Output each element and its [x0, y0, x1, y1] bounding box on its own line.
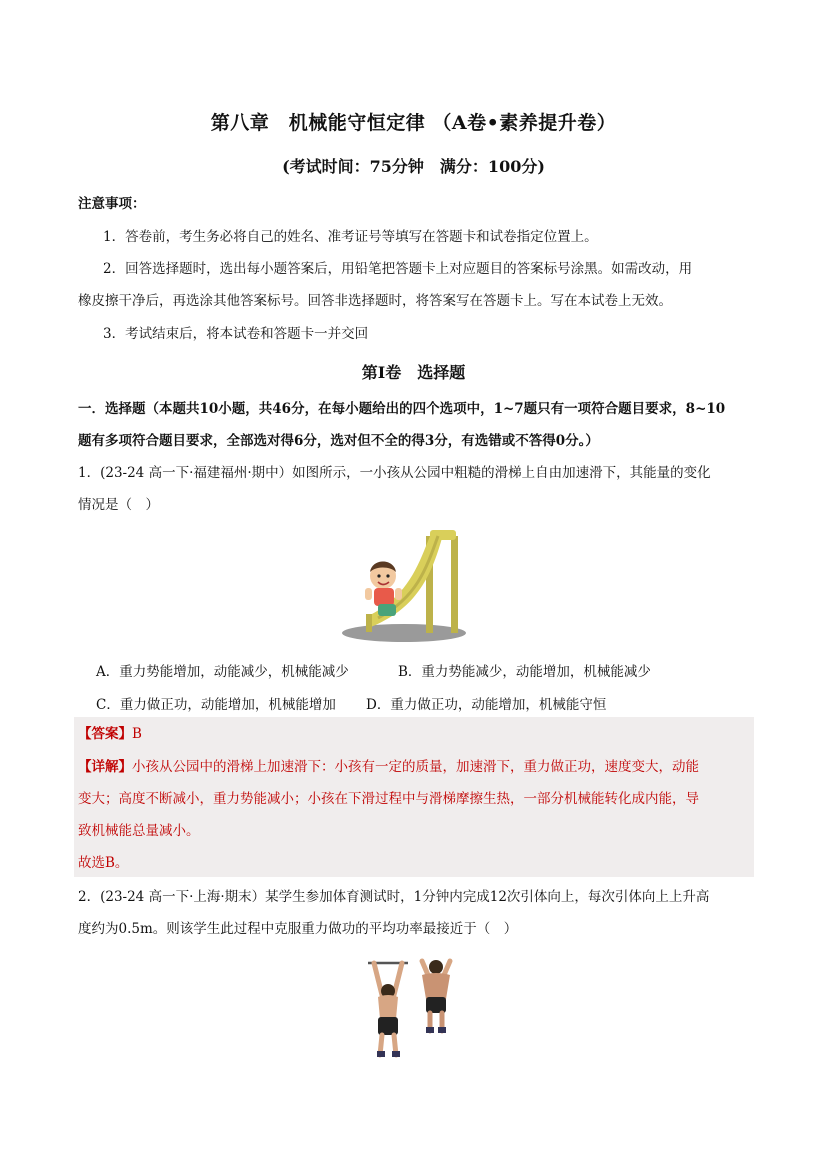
notice-item-2: 2．回答选择题时，选出每小题答案后，用铅笔把答题卡上对应题目的答案标号涂黑。如需改动，用	[103, 261, 693, 277]
q1-answer	[78, 724, 754, 744]
q1-option-d: D．重力做正功，动能增加，机械能守恒	[366, 697, 607, 713]
q2-stem-line2: 度约为0.5m。则该学生此过程中克服重力做功的平均功率最接近于（ ）	[78, 921, 518, 937]
notice-heading: 注意事项：	[78, 196, 146, 212]
q1-stem-line2: 情况是（ ）	[78, 497, 159, 513]
q1-option-a: A．重力势能增加，动能减少，机械能减少	[96, 664, 349, 680]
answer-value: B	[132, 726, 142, 742]
section-instruction-2: 题有多项符合题目要求，全部选对得6分，选对但不全的得3分，有选错或不答得0分。）	[78, 433, 599, 449]
q1-conclusion: 故选B。	[78, 855, 129, 871]
q1-option-b: B．重力势能减少，动能增加，机械能减少	[398, 664, 651, 680]
slide-illustration	[338, 526, 473, 646]
section-instruction-1: 一．选择题（本题共10小题，共46分，在每小题给出的四个选项中，1~7题只有一项符合题目要求，8~10	[78, 401, 726, 417]
q1-stem-line1: 1．(23-24 高一下·福建福州·期中）如图所示，一小孩从公园中粗糙的滑梯上自由加速滑下，其能量的变化	[78, 465, 711, 481]
detail-label: 【详解】	[78, 759, 132, 775]
q1-detail-line2: 变大；高度不断减小，重力势能减小；小孩在下滑过程中与滑梯摩擦生热，一部分机械能转化成内能，导	[78, 791, 699, 807]
pullup-illustration	[360, 955, 470, 1065]
q1-detail-line1	[78, 757, 754, 777]
page-subtitle: (考试时间：75分钟 满分：100分)	[282, 157, 545, 176]
q1-option-c: C．重力做正功，动能增加，机械能增加	[96, 697, 336, 713]
q1-detail-line3: 致机械能总量减小。	[78, 823, 200, 839]
detail-text-1: 小孩从公园中的滑梯上加速滑下：小孩有一定的质量，加速滑下，重力做正功，速度变大，动能	[132, 759, 699, 775]
section-title: 第Ⅰ卷 选择题	[361, 363, 466, 382]
answer-label: 【答案】	[78, 726, 132, 742]
notice-item-1: 1．答卷前，考生务必将自己的姓名、准考证号等填写在答题卡和试卷指定位置上。	[103, 229, 598, 245]
notice-item-2-cont: 橡皮擦干净后，再选涂其他答案标号。回答非选择题时，将答案写在答题卡上。写在本试卷上无效。	[78, 293, 672, 309]
notice-item-3: 3．考试结束后，将本试卷和答题卡一并交回	[103, 326, 369, 342]
q2-stem-line1: 2．(23-24 高一下·上海·期末）某学生参加体育测试时，1分钟内完成12次引体向上，每次引体向上上升高	[78, 889, 710, 905]
page-title: 第八章 机械能守恒定律 （A卷•素养提升卷）	[210, 112, 617, 134]
